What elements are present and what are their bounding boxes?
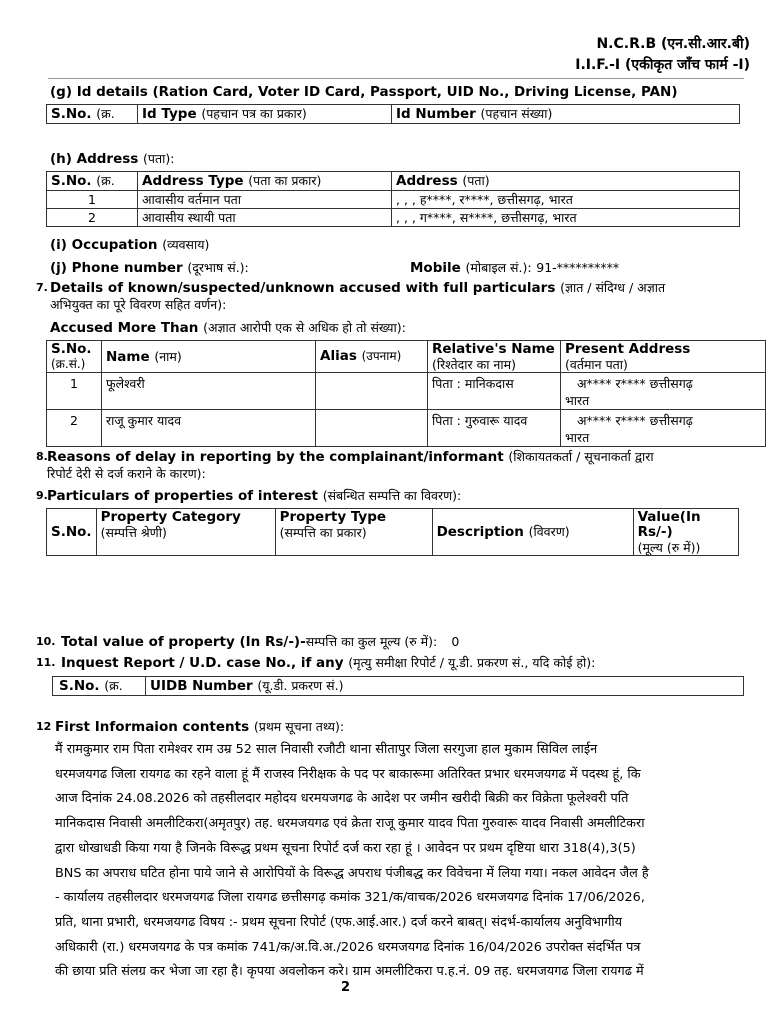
inquest-label: Inquest Report / U.D. case No., if any (मृत्यु समीक्षा रिपोर्ट / यू.डी. प्रकरण सं., यदि कोई हो): (61, 655, 596, 671)
fir-title: First Informaion contents (प्रथम सूचना तथ्य): (55, 719, 345, 735)
address-table (46, 171, 740, 227)
fir-line: मानिकदास निवासी अमलीटिकरा(अमृतपुर) तह. धरमजयगढ एवं क्रेता राजू कुमार यादव पिता गुरुवारू यादव निवासी अमलीटिकरा (55, 816, 645, 832)
mobile-value: 91-********** (536, 260, 620, 275)
accused-table (46, 340, 766, 447)
section-number: 12 (36, 720, 52, 733)
total-value-label: Total value of property (In Rs/-)-सम्पत्ति का कुल मूल्य (रु में): 0 (61, 634, 460, 650)
form-header-iif: I.I.F.-I (एकीकृत जाँच फार्म -I) (575, 57, 750, 73)
section-number: 11. (36, 656, 56, 669)
mobile-label: Mobile (मोबाइल सं.): 91-********** (410, 260, 620, 276)
table-header-row: S.No. (क्र. Address Type (पता का प्रकार) Address (पता) (47, 172, 740, 191)
delay-title: Reasons of delay in reporting by the complainant/informant (शिकायतकर्ता / सूचनाकर्ता द्वारा (47, 449, 654, 465)
table-header-row: S.No. Property Category (सम्पत्ति श्रेणी) Property Type (सम्पत्ति का प्रकार) Description (विवरण) Value(In Rs/-) (मूल्य (रु में)) (47, 509, 739, 556)
id-details-title: (g) Id details (Ration Card, Voter ID Card, Passport, UID No., Driving License, PAN) (50, 84, 678, 100)
address-title: (h) Address (पता): (50, 151, 175, 167)
fir-contents (55, 738, 745, 985)
fir-line: प्रति, थाना प्रभारी, धरमजयगढ विषय :- प्रथम सूचना रिपोर्ट (एफ.आई.आर.) दर्ज करने बाबत्। संदर्भ-कार्यालय अनुविभागीय (55, 914, 623, 930)
header-divider (48, 78, 744, 79)
properties-table (46, 508, 739, 556)
table-row: 2 आवासीय स्थायी पता , , , ग****, स****, छत्तीसगढ़, भारत (47, 209, 740, 227)
fir-line: BNS का अपराध घटित होना पाये जाने से आरोपियों के विरूद्ध अपराध पंजीबद्ध कर विवेचना में लिया गया। नकल आवेदन जैल है (55, 865, 649, 881)
section-number: 7. (36, 281, 48, 294)
section-number: 10. (36, 635, 56, 648)
fir-line: आज दिनांक 24.08.2026 को तहसीलदार महोदय धरमयजगढ के आदेश पर जमीन खरीदी बिक्री कर विक्रेता फूलेश्वरी पति (55, 791, 629, 807)
table-row: 2 राजू कुमार यादव पिता : गुरुवारू यादव अ**** र**** छत्तीसगढ़ भारत (47, 410, 766, 447)
fir-line: अधिकारी (रा.) धरमजयगढ के पत्र कमांक 741/क/अ.वि.अ./2026 धरमजयगढ दिनांक 16/04/2026 उपरोक्त संदर्भित पत्र (55, 939, 641, 955)
table-header-row: S.No. (क्र.सं.) Name (नाम) Alias (उपनाम) Relative's Name (रिश्तेदार का नाम) Present Address (वर्तमान पता) (47, 341, 766, 373)
fir-line: मैं रामकुमार राम पिता रामेश्वर राम उम्र 52 साल निवासी रजौटी थाना सीतापुर जिला सरगुजा हाल मुकाम सिविल लाईन (55, 742, 598, 757)
col-id-type: Id Type (पहचान पत्र का प्रकार) (138, 105, 392, 124)
col-id-number: Id Number (पहचान संख्या) (392, 105, 740, 124)
id-details-table (46, 104, 740, 124)
fir-line: द्वारा धोखाधडी किया गया है जिनके विरूद्ध प्रथम सूचना रिपोर्ट दर्ज करा रहा हूं । आवेदन पर प्रथम दृष्टिया धारा 318(4),3(5) (55, 840, 636, 856)
fir-line: - कार्यालय तहसीलदार धरमजयगढ जिला रायगढ छत्तीसगढ़ कमांक 321/क/वाचक/2026 धरमजयगढ दिनांक 17/06/2026, (55, 890, 645, 906)
total-value: 0 (451, 634, 460, 649)
page-number: 2 (341, 980, 351, 995)
phone-label: (j) Phone number (दूरभाष सं.): (50, 260, 249, 276)
properties-title: Particulars of properties of interest (संबन्धित सम्पत्ति का विवरण): (47, 488, 462, 504)
delay-title-cont: रिपोर्ट देरी से दर्ज कराने के कारण): (47, 466, 206, 481)
form-header-ncrb: N.C.R.B (एन.सी.आर.बी) (596, 36, 750, 52)
section-number: 8. (36, 450, 48, 463)
accused-title: Details of known/suspected/unknown accused with full particulars (ज्ञात / संदिग्ध / अज्ञात (50, 280, 666, 296)
accused-more-than: Accused More Than (अज्ञात आरोपी एक से अधिक हो तो संख्या): (50, 320, 406, 336)
fir-line: की छाया प्रति संलग्र कर भेजा जा रहा है। कृपया अवलोकन करे। ग्राम अमलीटिकरा प.ह.नं. 09 तह. धरमजयगढ जिला रायगढ में (55, 964, 644, 980)
col-sno: S.No. (क्र. (47, 105, 138, 124)
fir-line: धरमजयगढ जिला रायगढ का रहने वाला हूं मैं राजस्व निरीक्षक के पद पर बाकारूमा अतिरिक्त प्रभार धरमजयगढ में पदस्थ हूं, कि (55, 766, 641, 782)
table-header-row: S.No. (क्र. UIDB Number (यू.डी. प्रकरण सं.) (53, 677, 744, 696)
table-row: 1 फूलेश्वरी पिता : मानिकदास अ**** र**** छत्तीसगढ़ भारत (47, 373, 766, 410)
accused-title-cont: अभियुक्त का पूरे विवरण सहित वर्णन): (50, 297, 227, 312)
occupation-label: (i) Occupation (व्यवसाय) (50, 237, 210, 253)
inquest-table (52, 676, 744, 696)
section-number: 9. (36, 489, 48, 502)
table-header-row (47, 105, 740, 124)
table-row: 1 आवासीय वर्तमान पता , , , ह****, र****, छत्तीसगढ़, भारत (47, 191, 740, 209)
